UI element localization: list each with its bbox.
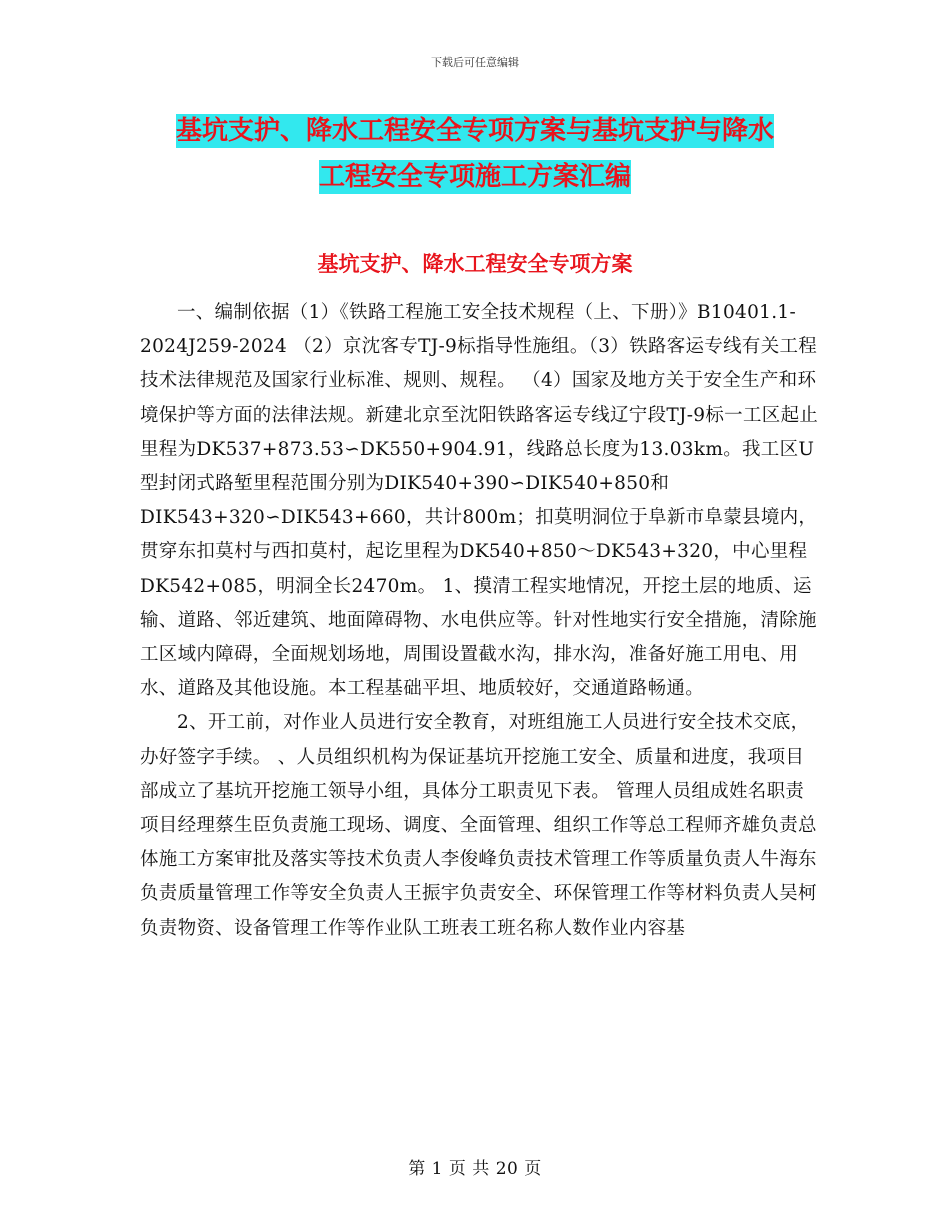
- page-header-note: 下载后可任意编辑: [431, 56, 519, 69]
- document-title: [0, 108, 950, 200]
- section-title: 基坑支护、降水工程安全专项方案: [317, 251, 633, 276]
- document-body: [140, 296, 820, 946]
- body-paragraph-1: 一、编制依据（1）《铁路工程施工安全技术规程（上、下册）》B10401.1-2024J259-2024 （2）京沈客专TJ-9标指导性施组。（3）铁路客运专线有关工程技术法律规范及国家行业标准、规则、规程。 （4）国家及地方关于安全生产和环境保护等方面的法律法规。新建北京至沈阳铁路客运专线辽宁段TJ-9标一工区起止里程为DK537+873.53∽DK550+904.91，线路总长度为13.03km。我工区U型封闭式路堑里程范围分别为DIK540+390∽DIK540+850和DIK543+320∽DIK543+660，共计800m；扣莫明洞位于阜新市阜蒙县境内，贯穿东扣莫村与西扣莫村，起讫里程为DK540+850～DK543+320，中心里程DK542+085，明洞全长2470m。 1、摸清工程实地情况，开挖土层的地质、运输、道路、邻近建筑、地面障碍物、水电供应等。针对性地实行安全措施，清除施工区域内障碍，全面规划场地，周围设置截水沟，排水沟，准备好施工用电、用水、道路及其他设施。本工程基础平坦、地质较好，交通道路畅通。: [140, 302, 819, 700]
- body-paragraph-2: 2、开工前，对作业人员进行安全教育，对班组施工人员进行安全技术交底，办好签字手续。 、人员组织机构为保证基坑开挖施工安全、质量和进度，我项目部成立了基坑开挖施工领导小组，具体分工职责见下表。 管理人员组成姓名职责项目经理蔡生臣负责施工现场、调度、全面管理、组织工作等总工程师齐雄负责总体施工方案审批及落实等技术负责人李俊峰负责技术管理工作等质量负责人牛海东负责质量管理工作等安全负责人王振宇负责安全、环保管理工作等材料负责人吴柯负责物资、设备管理工作等作业队工班表工班名称人数作业内容基: [140, 712, 817, 939]
- document-title-line-1: 基坑支护、降水工程安全专项方案与基坑支护与降水: [175, 116, 774, 146]
- page-number-footer: 第 1 页 共 20 页: [408, 1159, 542, 1179]
- document-title-line-2: 工程安全专项施工方案汇编: [318, 162, 631, 192]
